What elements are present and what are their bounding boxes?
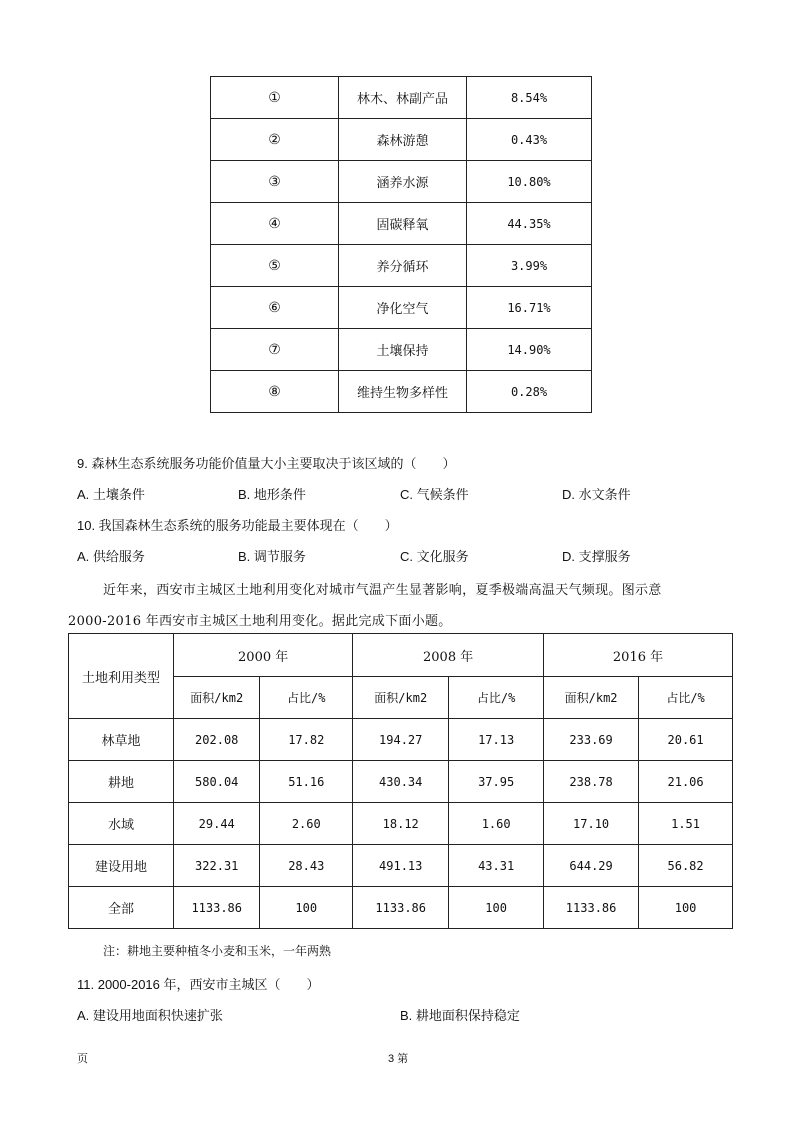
ratio-2000: 17.82 [260, 719, 353, 761]
question-10-option-d: D. 支撑服务 [562, 549, 631, 564]
row-number: ① [211, 77, 339, 119]
value-share: 10.80% [467, 161, 592, 203]
service-name: 净化空气 [339, 287, 467, 329]
ratio-2000: 51.16 [260, 761, 353, 803]
table-row [69, 845, 733, 887]
forest-service-value-table [210, 76, 592, 413]
question-9-option-d: D. 水文条件 [562, 487, 631, 502]
land-use-change-table [68, 633, 733, 929]
row-number: ⑧ [211, 371, 339, 413]
table-row [211, 161, 592, 203]
question-11-stem: 11. 2000-2016 年，西安市主城区（ ） [77, 977, 320, 992]
land-use-type: 水域 [69, 803, 174, 845]
intro-line-2: 2000-2016 年西安市主城区土地利用变化。据此完成下面小题。 [68, 614, 452, 629]
ratio-header: 占比/% [449, 677, 544, 719]
question-10-option-b: B. 调节服务 [238, 549, 306, 564]
table-row [211, 287, 592, 329]
row-number: ② [211, 119, 339, 161]
area-header: 面积/km2 [174, 677, 260, 719]
service-name: 林木、林副产品 [339, 77, 467, 119]
question-10-option-c: C. 文化服务 [400, 549, 469, 564]
area-2000: 580.04 [174, 761, 260, 803]
ratio-header: 占比/% [639, 677, 733, 719]
area-header: 面积/km2 [353, 677, 449, 719]
ratio-2016: 21.06 [639, 761, 733, 803]
ratio-2008: 43.31 [449, 845, 544, 887]
row-number: ④ [211, 203, 339, 245]
table-row [69, 887, 733, 929]
service-name: 土壤保持 [339, 329, 467, 371]
ratio-2016: 20.61 [639, 719, 733, 761]
service-name: 涵养水源 [339, 161, 467, 203]
table-row [211, 119, 592, 161]
row-number: ⑦ [211, 329, 339, 371]
ratio-2000: 100 [260, 887, 353, 929]
value-share: 0.28% [467, 371, 592, 413]
area-2016: 17.10 [544, 803, 639, 845]
area-2000: 1133.86 [174, 887, 260, 929]
year-header-2008: 2008 年 [353, 634, 544, 677]
area-2016: 1133.86 [544, 887, 639, 929]
question-9-option-a: A. 土壤条件 [77, 487, 145, 502]
land-use-type: 耕地 [69, 761, 174, 803]
value-share: 3.99% [467, 245, 592, 287]
area-2008: 1133.86 [353, 887, 449, 929]
ratio-2008: 1.60 [449, 803, 544, 845]
ratio-2008: 17.13 [449, 719, 544, 761]
question-11-option-a: A. 建设用地面积快速扩张 [77, 1008, 223, 1023]
service-name: 养分循环 [339, 245, 467, 287]
ratio-2008: 100 [449, 887, 544, 929]
year-header-2000: 2000 年 [174, 634, 353, 677]
service-name: 森林游憩 [339, 119, 467, 161]
question-9-option-c: C. 气候条件 [400, 487, 469, 502]
footer-left: 页 [77, 1053, 88, 1065]
area-2008: 18.12 [353, 803, 449, 845]
ratio-2016: 56.82 [639, 845, 733, 887]
land-use-type: 林草地 [69, 719, 174, 761]
value-share: 14.90% [467, 329, 592, 371]
row-number: ⑥ [211, 287, 339, 329]
question-11-option-b: B. 耕地面积保持稳定 [400, 1008, 520, 1023]
ratio-2000: 2.60 [260, 803, 353, 845]
year-header-2016: 2016 年 [544, 634, 733, 677]
ratio-2008: 37.95 [449, 761, 544, 803]
row-number: ③ [211, 161, 339, 203]
question-9-option-b: B. 地形条件 [238, 487, 306, 502]
row-number: ⑤ [211, 245, 339, 287]
question-10-option-a: A. 供给服务 [77, 549, 145, 564]
table-row [69, 803, 733, 845]
area-2016: 233.69 [544, 719, 639, 761]
service-name: 固碳释氧 [339, 203, 467, 245]
table-row [211, 329, 592, 371]
table-row [211, 77, 592, 119]
area-2000: 322.31 [174, 845, 260, 887]
service-name: 维持生物多样性 [339, 371, 467, 413]
area-2000: 202.08 [174, 719, 260, 761]
land-use-type-header: 土地利用类型 [69, 634, 174, 719]
area-2008: 430.34 [353, 761, 449, 803]
table-row [211, 371, 592, 413]
value-share: 0.43% [467, 119, 592, 161]
table-row [69, 761, 733, 803]
ratio-header: 占比/% [260, 677, 353, 719]
area-2008: 491.13 [353, 845, 449, 887]
ratio-2000: 28.43 [260, 845, 353, 887]
table-row [211, 203, 592, 245]
intro-line-1: 近年来，西安市主城区土地利用变化对城市气温产生显著影响，夏季极端高温天气频现。图示意 [103, 583, 662, 598]
value-share: 16.71% [467, 287, 592, 329]
area-2008: 194.27 [353, 719, 449, 761]
area-2016: 644.29 [544, 845, 639, 887]
value-share: 44.35% [467, 203, 592, 245]
table-note: 注：耕地主要种植冬小麦和玉米，一年两熟 [103, 944, 332, 958]
table-row [211, 245, 592, 287]
question-9-stem: 9. 森林生态系统服务功能价值量大小主要取决于该区域的（ ） [77, 456, 456, 471]
ratio-2016: 1.51 [639, 803, 733, 845]
ratio-2016: 100 [639, 887, 733, 929]
area-header: 面积/km2 [544, 677, 639, 719]
land-use-type: 建设用地 [69, 845, 174, 887]
area-2016: 238.78 [544, 761, 639, 803]
table-row [69, 719, 733, 761]
value-share: 8.54% [467, 77, 592, 119]
land-use-type: 全部 [69, 887, 174, 929]
footer-page-number: 3 第 [388, 1053, 409, 1065]
question-10-stem: 10. 我国森林生态系统的服务功能最主要体现在（ ） [77, 518, 398, 533]
area-2000: 29.44 [174, 803, 260, 845]
